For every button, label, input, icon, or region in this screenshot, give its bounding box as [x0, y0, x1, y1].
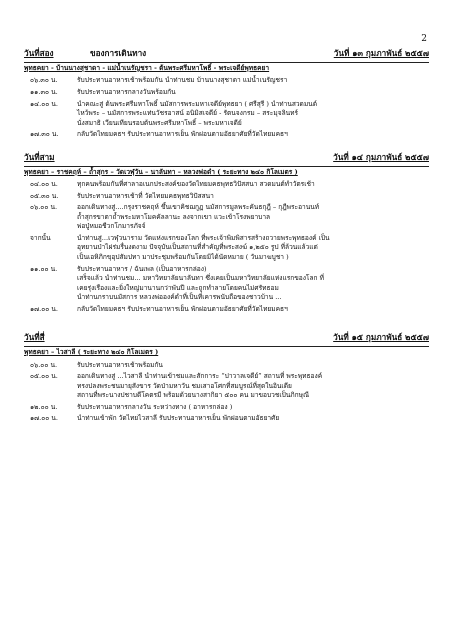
- description-line: รับประทานอาหารกลางวันพร้อมกัน: [77, 87, 176, 96]
- schedule-time: จากนั้น: [30, 233, 51, 242]
- day-header: [24, 332, 429, 344]
- schedule-time: ๑๒.๐๐ น.: [30, 402, 58, 411]
- schedule-time: ๑๗.๐๐ น.: [30, 304, 58, 313]
- route-line: พุทธคยา – ราชคฤห์ – ถ้ำสุกร – วัดเวฬุวัน – นาลันทา – หลวงพ่อดำ ( ระยะทาง ๒๔๐ กิโลเมตร ): [24, 167, 298, 176]
- day-column-label: ของการเดินทาง: [90, 48, 147, 58]
- schedule-row: [24, 130, 429, 140]
- schedule-description: [77, 192, 429, 202]
- schedule-description: [77, 180, 429, 190]
- divider: [24, 166, 429, 167]
- schedule-row: [24, 305, 429, 315]
- schedule-row: [24, 265, 429, 303]
- schedule-description: [77, 403, 429, 413]
- section-spacer: [24, 142, 429, 152]
- day-label: วันที่สี่: [24, 332, 45, 343]
- description-line: นั่งสมาธิ เวียนเทียนรอบต้นพระศรีมหาโพธิ์ – พระมหาเจดีย์: [77, 118, 242, 127]
- day-header: [24, 48, 429, 60]
- schedule-description: [77, 100, 429, 129]
- day-date: วันที่ ๑๔ กุมภาพันธ์ ๒๕๕๗: [333, 151, 429, 162]
- schedule-row: [24, 203, 429, 232]
- description-line: รับประทานอาหารกลางวัน ระหว่างทาง ( อาหารกล่อง ): [77, 402, 233, 411]
- schedule-description: [77, 372, 429, 401]
- itinerary-document: [24, 48, 429, 426]
- description-line: ถ้ำสุกรขาตาถ้ำพระมหาโมคคัลลานะ ลงจากเขา แวะเข้าโรงพยาบาล: [77, 212, 271, 221]
- description-line: นำท่านสู่...เวฬุวนาราม วัดแห่งแรกของโลก ที่พระเจ้าพิมพิสารสร้างถวายพระพุทธองค์ เป็น: [77, 233, 330, 242]
- schedule-description: [77, 203, 429, 232]
- description-line: สถานที่พระนางปชาบดีโคตรมี พร้อมด้วยนางสากิยา ๕๐๐ คน มาขอบวชเป็นภิกษุณี: [77, 391, 310, 400]
- schedule-row: [24, 88, 429, 98]
- day-section: [24, 152, 429, 315]
- schedule-time: ๑๗.๐๐ น.: [30, 414, 58, 423]
- schedule-row: [24, 100, 429, 129]
- day-date: วันที่ ๑๓ กุมภาพันธ์ ๒๕๕๗: [333, 48, 429, 58]
- day-section: [24, 332, 429, 424]
- schedule-row: [24, 192, 429, 202]
- schedule-description: [77, 88, 429, 98]
- schedule-time: ๑๔.๐๐ น.: [30, 99, 59, 108]
- description-line: รับประทานอาหารเช้าพร้อมกัน นำท่านชม บ้านนางสุชาดา แม่น้ำเนรัญชรา: [77, 76, 288, 85]
- schedule-row: [24, 180, 429, 190]
- schedule-description: [77, 305, 429, 315]
- schedule-time: ๑๑.๐๐ น.: [30, 264, 58, 273]
- description-line: รับประทานอาหารเช้าพร้อมกัน: [77, 360, 163, 369]
- divider: [24, 62, 429, 63]
- description-line: นำคณะสู่ ต้นพระศรีมหาโพธิ์ นมัสการพระมหาเจดีย์พุทธยา ( ศรีสุรี ) นำท่านสวดมนต์: [77, 99, 317, 108]
- description-line: อุทยานป่าไผ่ร่มรื่นงดงาม ปัจจุบันเป็นสถานที่สำคัญที่พระสงฆ์ ๑,๒๕๐ รูป ที่ล้วนแล้วแต่: [77, 243, 318, 252]
- description-line: ออกเดินทางสู่....กรุงราชคฤห์ ขึ้นเขาคิชฌกูฏ นมัสการมูลพระคันธกุฎี – กุฎีพระอานนท์: [77, 203, 320, 212]
- schedule-time: ๐๔.๐๐ น.: [30, 180, 58, 189]
- schedule-description: [77, 265, 429, 303]
- day-label: วันที่สาม: [24, 151, 55, 162]
- schedule-row: [24, 234, 429, 263]
- route-line: พุทธคยา – ไวสาลี ( ระยะทาง ๒๔๐ กิโลเมตร ): [24, 348, 159, 357]
- description-line: รับประทานอาหารเช้าที่ วัดไทยมคธพุทธวิปัสสนา: [77, 191, 214, 200]
- schedule-time: ๐๖.๓๐ น.: [30, 76, 58, 85]
- schedule-description: [77, 414, 429, 424]
- description-line: นำท่านกราบนมัสการ หลวงพ่อองค์ดำที่เป็นที่เคารพนับถือของชาวบ้าน ...: [77, 293, 282, 302]
- description-line: เสร็จแล้ว นำท่านชม... มหาวิทยาลัยนาลันทา ซึ่งเคยเป็นมหาวิทยาลัยแห่งแรกของโลก ที่: [77, 274, 324, 283]
- schedule-description: [77, 76, 429, 86]
- schedule-description: [77, 234, 429, 263]
- description-line: ทุกคนพร้อมกันที่ศาลาอเนกประสงค์ของวัดไทยมคธพุทธวิปัสสนา สวดมนต์ทำวัตรเช้า: [77, 180, 315, 189]
- day-date: วันที่ ๑๕ กุมภาพันธ์ ๒๕๕๗: [333, 332, 429, 343]
- description-line: ไหว้พระ – นมัสการพระแท่นวัชรอาสน์ อนิมิสเจดีย์ - รัตนจงกรม – สระมุจลินทร์: [77, 109, 299, 118]
- description-line: พ่อปู่หมอชีวกโกมารภัจจ์: [77, 222, 146, 231]
- schedule-time: ๐๕.๓๐ น.: [30, 191, 59, 200]
- divider: [24, 346, 429, 347]
- schedule-row: [24, 372, 429, 401]
- description-line: ทรงปลงพระชนมายุสังขาร วัดป่ามหาวัน ชมเสาอโศกที่สมบูรณ์ที่สุดในอินเดีย: [77, 381, 292, 390]
- description-line: กลับวัดไทยมคธฯ รับประทานอาหารเย็น พักผ่อนตามอัธยาศัยที่วัดไทยมคธฯ: [77, 304, 288, 313]
- description-line: เป็นเอหิภิกขุอุปสัมปทา มาประชุมพร้อมกันโดยมิได้นัดหมาย ( วันมาฆบูชา ): [77, 252, 289, 261]
- schedule-time: ๐๕.๐๐ น.: [30, 372, 58, 381]
- day-label: วันที่สอง: [24, 48, 54, 58]
- schedule-row: [24, 76, 429, 86]
- description-line: กลับวัดไทยมคธฯ รับประทานอาหารเย็น พักผ่อนตามอัธยาศัยที่วัดไทยมคธฯ: [77, 130, 288, 139]
- description-line: เคยรุ่งเรืองและยิ่งใหญ่มานานกว่าพันปี และถูกทำลายโดยคนไม่ศรัทธอม: [77, 283, 279, 292]
- section-spacer: [24, 316, 429, 332]
- route-line: พุทธคยา - บ้านนางสุชาดา - แม่น้ำเนรัญชรา - ต้นพระศรีมหาโพธิ์ - พระเจดีย์พุทธคยา: [24, 63, 270, 72]
- day-section: [24, 48, 429, 140]
- schedule-time: ๐๖.๐๐ น.: [30, 360, 58, 369]
- schedule-row: [24, 414, 429, 424]
- schedule-row: [24, 361, 429, 371]
- description-line: ออกเดินทางสู่ ...ไวสาลี นำท่านเข้าชมและสักการะ “ปาวาลเจดีย์” สถานที่ พระพุทธองค์: [77, 372, 323, 381]
- schedule-description: [77, 361, 429, 371]
- schedule-time: ๑๑.๓๐ น.: [30, 87, 58, 96]
- schedule-time: ๐๖.๐๐ น.: [30, 203, 58, 212]
- schedule-row: [24, 403, 429, 413]
- schedule-time: ๑๗.๓๐ น.: [30, 130, 59, 139]
- page-number: 2: [421, 34, 427, 44]
- day-header: [24, 152, 429, 164]
- description-line: นำท่านเข้าพัก วัดไทยไวสาลี รับประทานอาหารเย็น พักผ่อนตามอัธยาศัย: [77, 414, 280, 423]
- schedule-description: [77, 130, 429, 140]
- description-line: รับประทานอาหาร / ฉันเพล (เป็นอาหารกล่อง): [77, 264, 207, 273]
